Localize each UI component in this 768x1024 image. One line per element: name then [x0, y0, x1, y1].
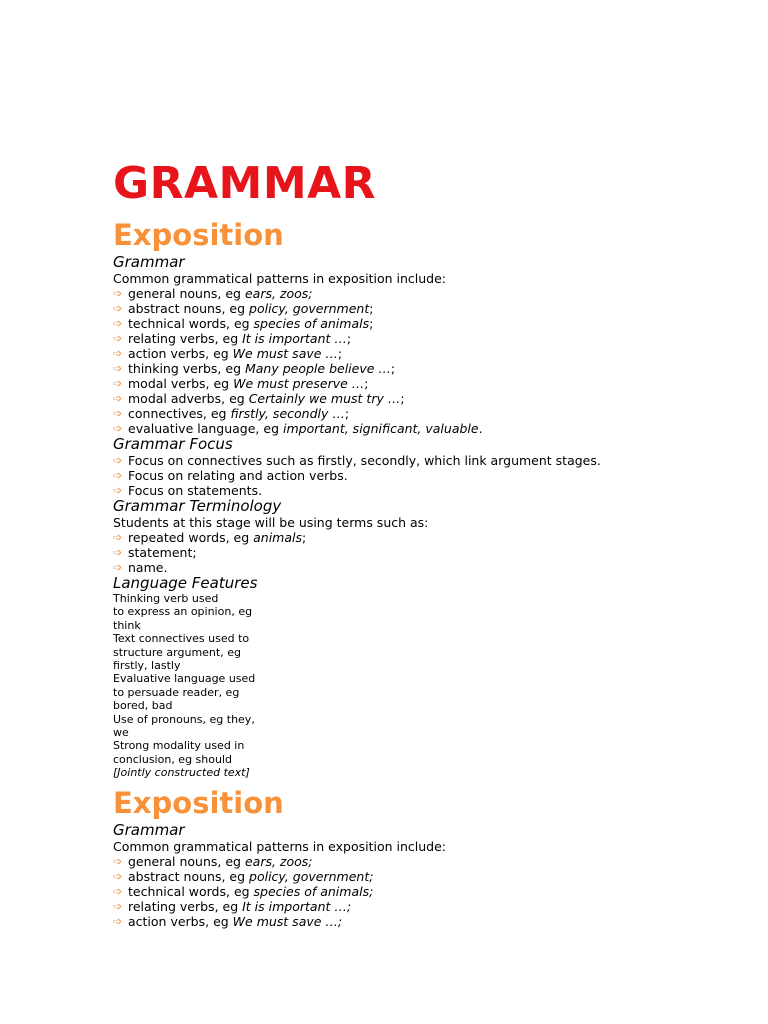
arrow-bullet-icon: ➩ [113, 900, 123, 913]
list-item: ➩ technical words, eg species of animals; [113, 884, 374, 899]
grammar-pattern-list [113, 286, 753, 436]
terminology-list [113, 530, 753, 575]
arrow-bullet-icon: ➩ [113, 546, 123, 559]
list-item: ➩ action verbs, eg We must save …; [113, 346, 343, 361]
language-features-text [113, 592, 753, 766]
feature-line: think [113, 618, 141, 632]
arrow-bullet-icon: ➩ [113, 855, 123, 868]
grammar-pattern-list [113, 854, 753, 929]
arrow-bullet-icon: ➩ [113, 392, 123, 405]
list-item: ➩ Focus on statements. [113, 483, 263, 498]
list-item: ➩ thinking verbs, eg Many people believe …; [113, 361, 396, 376]
feature-line: Strong modality used in [113, 739, 245, 753]
feature-line: we [113, 726, 129, 740]
arrow-bullet-icon: ➩ [113, 422, 123, 435]
terminology-intro: Students at this stage will be using terms such as: [113, 515, 429, 530]
section-heading: Exposition [113, 786, 284, 820]
feature-line: bored, bad [113, 699, 173, 713]
list-item: ➩ technical words, eg species of animals; [113, 316, 374, 331]
list-item: ➩ statement; [113, 545, 197, 560]
arrow-bullet-icon: ➩ [113, 407, 123, 420]
list-item: ➩ Focus on relating and action verbs. [113, 468, 348, 483]
page-title: GRAMMAR [113, 158, 377, 209]
grammar-focus-list [113, 453, 753, 498]
list-item: ➩ modal verbs, eg We must preserve …; [113, 376, 369, 391]
feature-line: conclusion, eg should [113, 752, 232, 766]
arrow-bullet-icon: ➩ [113, 870, 123, 883]
list-item: ➩ modal adverbs, eg Certainly we must try …; [113, 391, 405, 406]
arrow-bullet-icon: ➩ [113, 362, 123, 375]
list-item: ➩ abstract nouns, eg policy, government; [113, 301, 374, 316]
list-item: ➩ evaluative language, eg important, significant, valuable. [113, 421, 483, 436]
arrow-bullet-icon: ➩ [113, 317, 123, 330]
arrow-bullet-icon: ➩ [113, 377, 123, 390]
feature-line: structure argument, eg [113, 645, 241, 659]
arrow-bullet-icon: ➩ [113, 454, 123, 467]
grammar-focus-heading: Grammar Focus [113, 435, 233, 453]
grammar-heading: Grammar [113, 821, 185, 839]
arrow-bullet-icon: ➩ [113, 915, 123, 928]
feature-line: to express an opinion, eg [113, 605, 253, 619]
exposition-section-1 [113, 218, 753, 780]
grammar-intro: Common grammatical patterns in exposition include: [113, 839, 447, 854]
feature-line: to persuade reader, eg [113, 685, 240, 699]
list-item: ➩ Focus on connectives such as firstly, secondly, which link argument stages. [113, 453, 601, 468]
feature-line: Thinking verb used [113, 592, 219, 605]
grammar-heading: Grammar [113, 253, 185, 271]
feature-line: Use of pronouns, eg they, [113, 712, 255, 726]
feature-line: firstly, lastly [113, 659, 181, 673]
arrow-bullet-icon: ➩ [113, 531, 123, 544]
list-item: ➩ connectives, eg firstly, secondly …; [113, 406, 350, 421]
list-item: ➩ action verbs, eg We must save …; [113, 914, 343, 929]
arrow-bullet-icon: ➩ [113, 287, 123, 300]
exposition-section-2 [113, 786, 753, 929]
grammar-intro: Common grammatical patterns in exposition include: [113, 271, 447, 286]
arrow-bullet-icon: ➩ [113, 885, 123, 898]
list-item: ➩ repeated words, eg animals; [113, 530, 307, 545]
feature-line: Evaluative language used [113, 672, 256, 686]
list-item: ➩ relating verbs, eg It is important …; [113, 331, 352, 346]
list-item: ➩ name. [113, 560, 168, 575]
list-item: ➩ general nouns, eg ears, zoos; [113, 286, 313, 301]
arrow-bullet-icon: ➩ [113, 302, 123, 315]
arrow-bullet-icon: ➩ [113, 561, 123, 574]
arrow-bullet-icon: ➩ [113, 484, 123, 497]
section-heading: Exposition [113, 218, 284, 252]
list-item: ➩ abstract nouns, eg policy, government; [113, 869, 374, 884]
arrow-bullet-icon: ➩ [113, 469, 123, 482]
arrow-bullet-icon: ➩ [113, 332, 123, 345]
features-caption: [Jointly constructed text] [113, 766, 250, 780]
list-item: ➩ relating verbs, eg It is important …; [113, 899, 352, 914]
feature-line: Text connectives used to [113, 632, 250, 646]
arrow-bullet-icon: ➩ [113, 347, 123, 360]
language-features-heading: Language Features [113, 574, 258, 592]
list-item: ➩ general nouns, eg ears, zoos; [113, 854, 313, 869]
grammar-terminology-heading: Grammar Terminology [113, 497, 282, 515]
